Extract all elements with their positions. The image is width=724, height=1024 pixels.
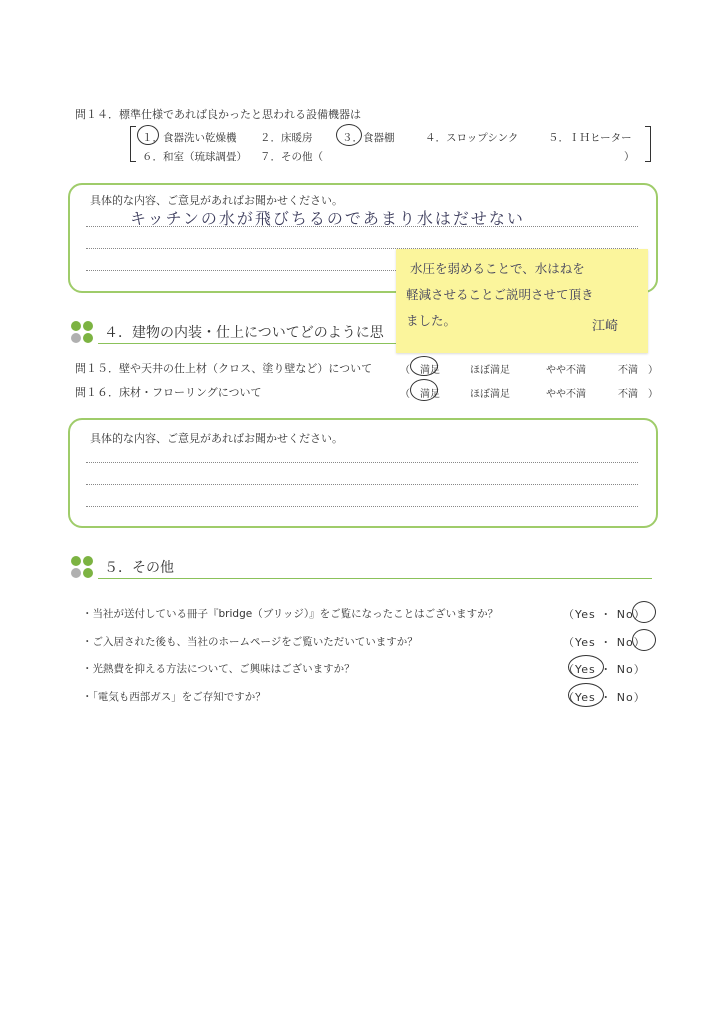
q14-left-bracket (130, 126, 136, 162)
q14-option-7[interactable]: ７．その他（ (260, 151, 323, 163)
answer-3-selected-circle (568, 655, 604, 679)
answer-2-selected-circle (632, 629, 656, 651)
sticky-signature: 江崎 (592, 319, 619, 334)
survey-question-1: ・当社が送付している冊子『bridge（ブリッジ）』をご覧になったことはございますか？ (82, 608, 499, 620)
sticky-line-3: ました。 (406, 313, 457, 328)
q16-title: 問１６．床材・フローリングについて (75, 386, 262, 399)
sticky-line-1: 水圧を弱めることで、水はねを (410, 261, 585, 276)
q14-option-1[interactable]: １．食器洗い乾燥機 (142, 132, 237, 144)
survey-answer-1[interactable]: （Yes ・ No） (563, 608, 646, 621)
survey-question-4: ・「電気も西部ガス」をご存知ですか？ (82, 691, 266, 703)
q14-option-5[interactable]: ５．ＩＨヒーター (548, 132, 632, 144)
section-5-underline (98, 578, 652, 579)
q15-rating-dissatisfied[interactable]: 不満 ） (618, 365, 658, 376)
clover-icon (70, 320, 94, 344)
comment-box-2-prompt: 具体的な内容、ご意見があればお聞かせください。 (90, 432, 343, 445)
dotted-line (86, 484, 638, 485)
sticky-note (396, 249, 648, 353)
answer-1-selected-circle (632, 601, 656, 623)
dotted-line (86, 462, 638, 463)
section-4-title: ４．建物の内装・仕上についてどのように思 (104, 325, 384, 341)
answer-4-selected-circle (568, 683, 604, 707)
q14-option-3[interactable]: ３．食器棚 (342, 132, 395, 144)
q15-title: 問１５．壁や天井の仕上材（クロス、塗り壁など）について (75, 362, 373, 375)
survey-answer-3[interactable]: （Yes ・ No） (563, 663, 646, 676)
q16-rating-slightly-dissatisfied[interactable]: やや不満 (546, 389, 586, 400)
clover-icon (70, 555, 94, 579)
q14-option-2[interactable]: ２．床暖房 (260, 132, 313, 144)
q14-option-7-close: ） (624, 151, 635, 163)
q16-rating-mostly[interactable]: ほぼ満足 (470, 389, 510, 400)
q14-right-bracket (645, 126, 651, 162)
q15-rating-satisfied[interactable]: （ 満足 (400, 365, 440, 376)
q14-title: 問１４．標準仕様であれば良かったと思われる設備機器は (75, 108, 361, 121)
dotted-line (86, 506, 638, 507)
comment-box-1-prompt: 具体的な内容、ご意見があればお聞かせください。 (90, 194, 343, 207)
q15-selected-circle (410, 356, 438, 376)
survey-question-3: ・光熱費を抑える方法について、ご興味はございますか？ (82, 663, 355, 675)
q15-rating-slightly-dissatisfied[interactable]: やや不満 (546, 365, 586, 376)
q14-option-3-circle (336, 124, 362, 146)
survey-question-2: ・ご入居された後も、当社のホームページをご覧いただいていますか？ (82, 636, 418, 648)
q16-rating-dissatisfied[interactable]: 不満 ） (618, 389, 658, 400)
q14-option-4[interactable]: ４．スロップシンク (425, 132, 519, 144)
section-4-underline (98, 343, 396, 344)
q15-rating-mostly[interactable]: ほぼ満足 (470, 365, 510, 376)
q14-option-6[interactable]: ６．和室（琉球調畳） (142, 151, 247, 163)
q16-rating-satisfied[interactable]: （ 満足 (400, 389, 440, 400)
sticky-line-2: 軽減させることご説明させて頂き (406, 287, 594, 302)
q16-selected-circle (410, 379, 438, 401)
survey-answer-4[interactable]: （Yes ・ No） (563, 691, 646, 704)
section-5-title: ５．その他 (104, 560, 174, 576)
handwritten-comment-1: キッチンの水が飛びちるのであまり水はだせない (130, 209, 525, 228)
q14-option-1-circle (137, 125, 159, 145)
survey-answer-2[interactable]: （Yes ・ No） (563, 636, 646, 649)
